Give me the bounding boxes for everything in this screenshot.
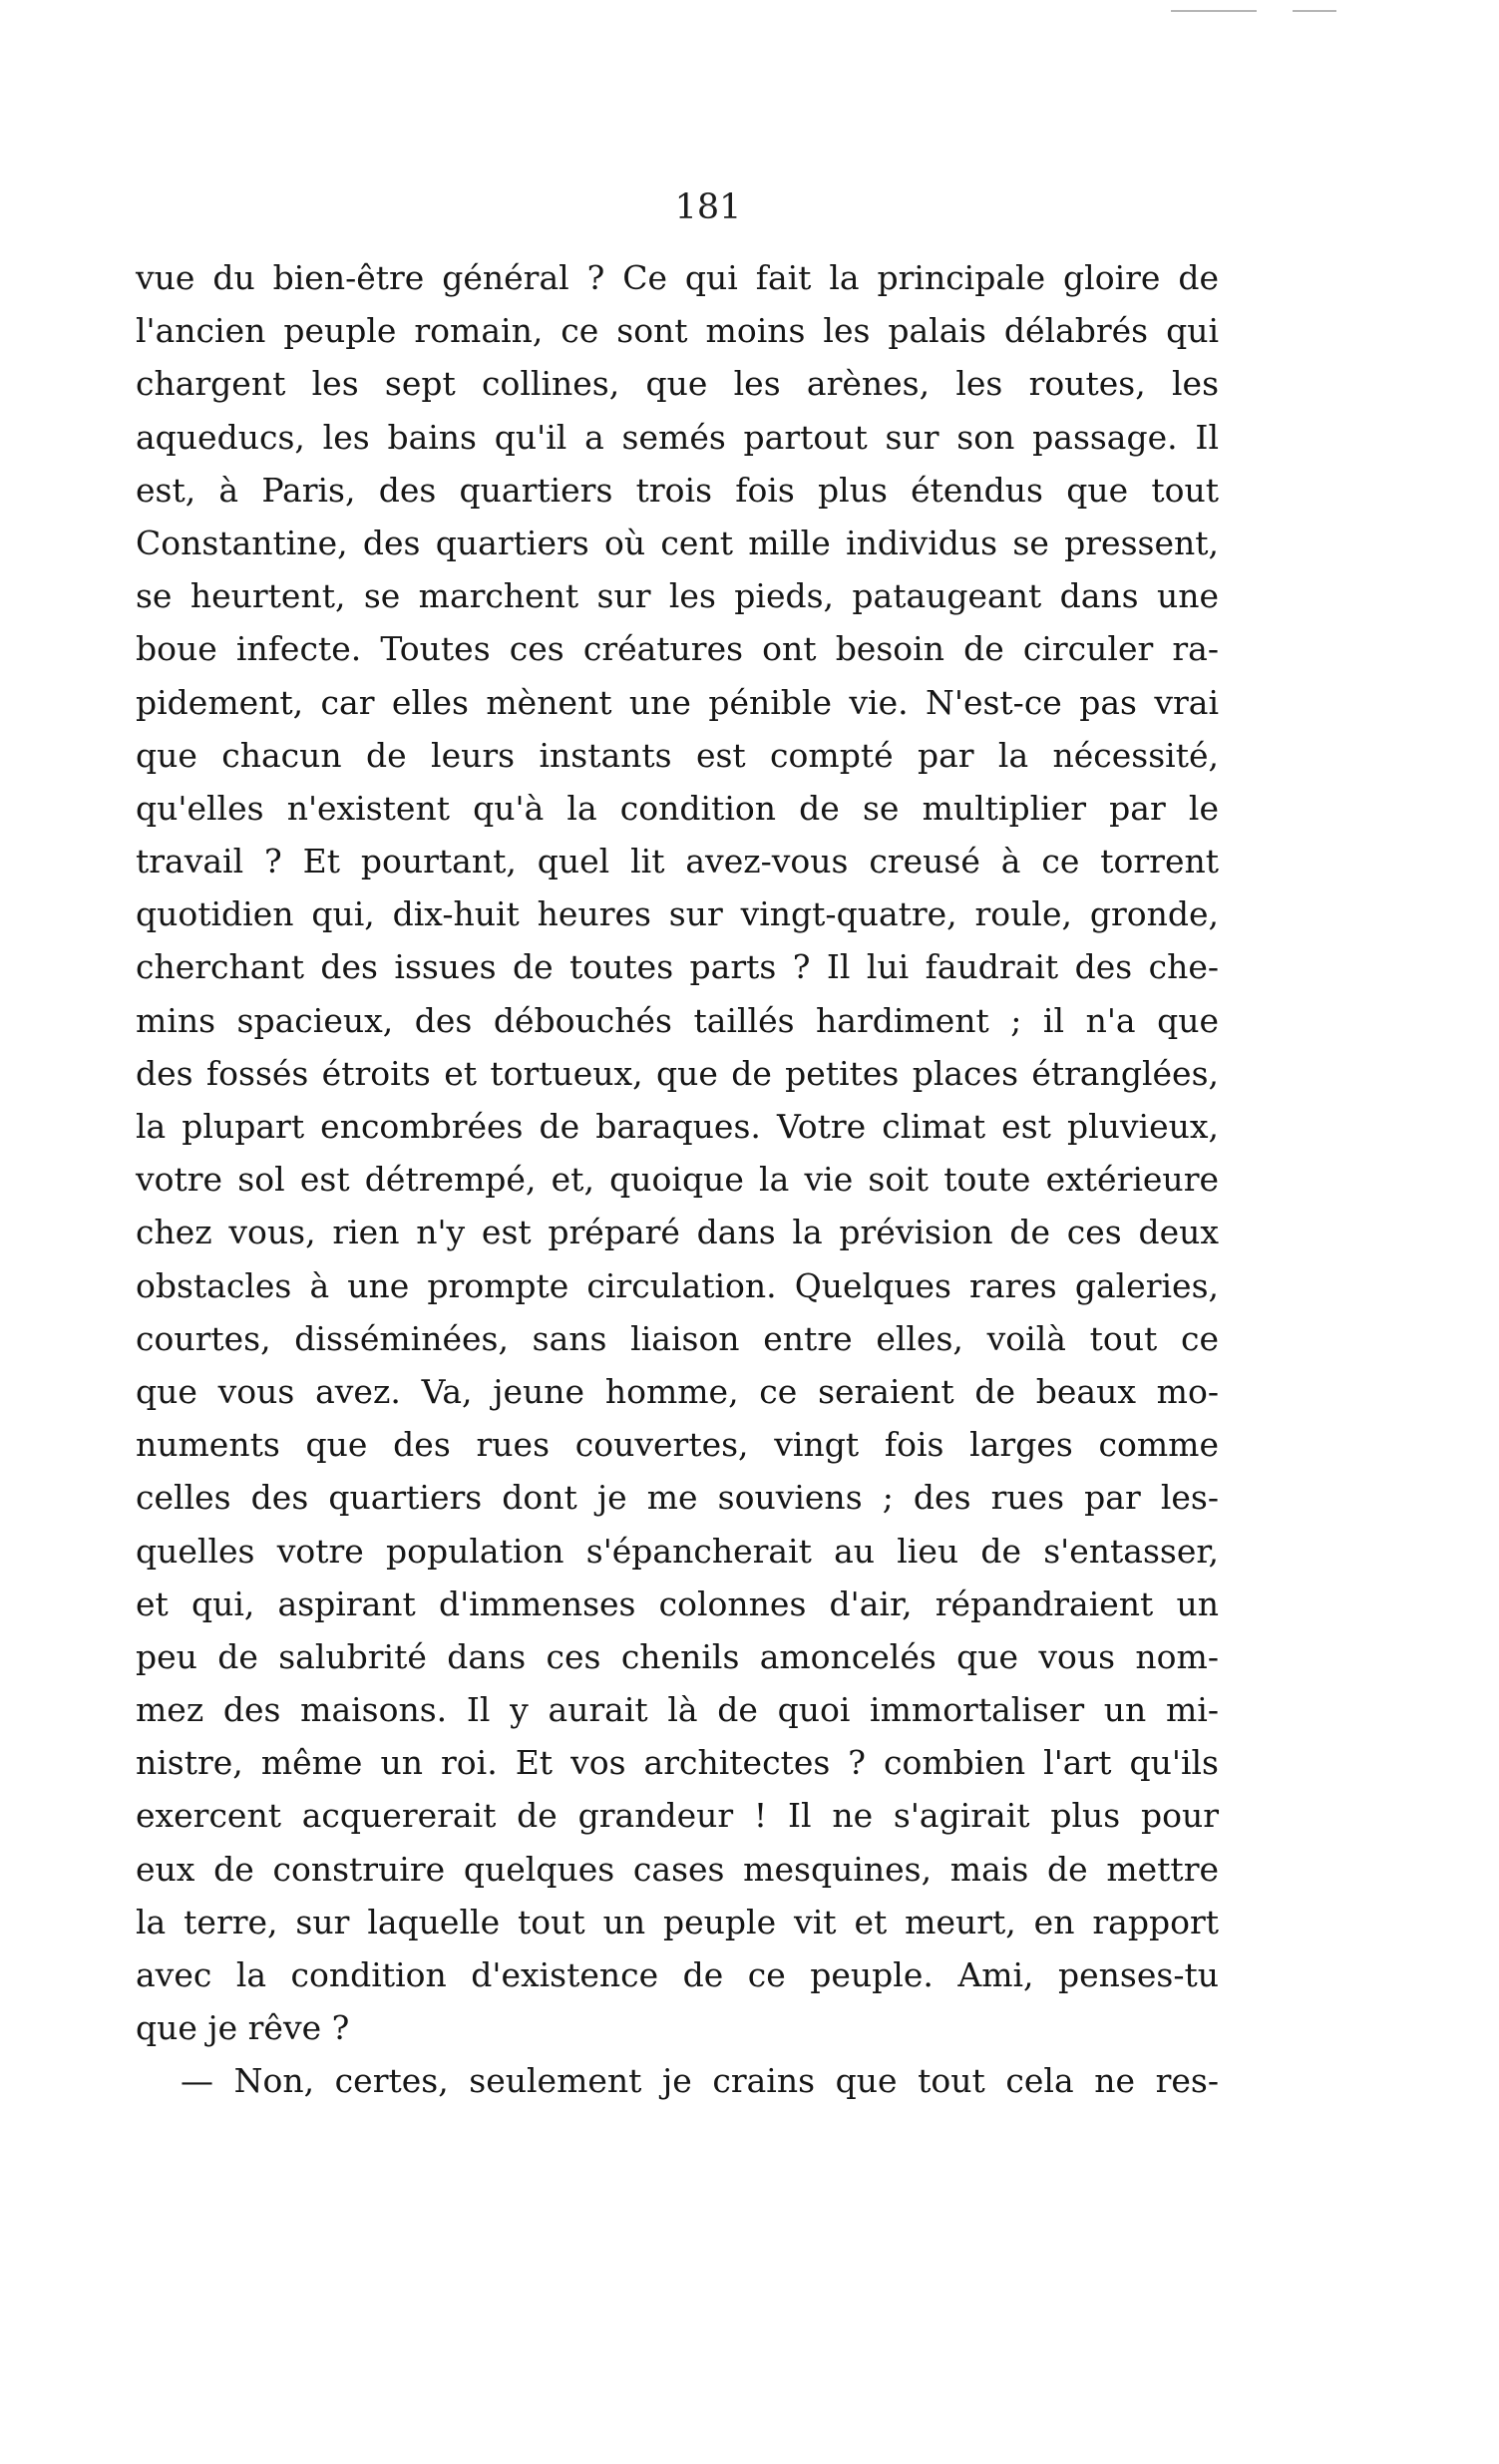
text-line: quotidien qui, dix-huit heures sur vingt-quatre, roule, gronde, [136, 894, 1219, 934]
text-line: est, à Paris, des quartiers trois fois plus étendus que tout [136, 470, 1219, 510]
text-line: mez des maisons. Il y aurait là de quoi immortaliser un mi- [136, 1690, 1219, 1730]
text-line: exercent acquererait de grandeur ! Il ne s'agirait plus pour [136, 1796, 1219, 1836]
text-line: que chacun de leurs instants est compté par la nécessité, [136, 735, 1219, 775]
dialogue-line: — Non, certes, seulement je crains que tout cela ne res- [181, 2061, 1219, 2101]
text-line: eux de construire quelques cases mesquines, mais de mettre [136, 1849, 1219, 1889]
text-line: avec la condition d'existence de ce peuple. Ami, penses-tu [136, 1955, 1219, 1994]
text-line: courtes, disséminées, sans liaison entre elles, voilà tout ce [136, 1318, 1219, 1358]
text-line: des fossés étroits et tortueux, que de petites places étranglées, [136, 1053, 1219, 1093]
text-line: la plupart encombrées de baraques. Votre climat est pluvieux, [136, 1107, 1219, 1146]
text-line: la terre, sur laquelle tout un peuple vit et meurt, en rapport [136, 1902, 1219, 1941]
text-line: Constantine, des quartiers où cent mille individus se pressent, [136, 523, 1219, 562]
scan-edge-mark [1293, 10, 1336, 12]
text-line: mins spacieux, des débouchés taillés hardiment ; il n'a que [136, 1000, 1219, 1040]
text-line: peu de salubrité dans ces chenils amoncelés que vous nom- [136, 1636, 1219, 1676]
text-line: obstacles à une prompte circulation. Quelques rares galeries, [136, 1265, 1219, 1305]
text-line: travail ? Et pourtant, quel lit avez-vous creusé à ce torrent [136, 842, 1219, 881]
text-line: aqueducs, les bains qu'il a semés partout sur son passage. Il [136, 417, 1219, 457]
text-line: que vous avez. Va, jeune homme, ce seraient de beaux mo- [136, 1371, 1219, 1411]
text-line: chargent les sept collines, que les arènes, les routes, les [136, 364, 1219, 404]
text-line: quelles votre population s'épancherait au lieu de s'entasser, [136, 1531, 1219, 1571]
text-line: boue infecte. Toutes ces créatures ont besoin de circuler ra- [136, 629, 1219, 669]
text-line: et qui, aspirant d'immenses colonnes d'air, répandraient un [136, 1584, 1219, 1623]
scan-edge-mark [1171, 10, 1257, 12]
text-line: celles des quartiers dont je me souviens ; des rues par les- [136, 1478, 1219, 1518]
body-text [136, 251, 1219, 2108]
text-line: l'ancien peuple romain, ce sont moins les palais délabrés qui [136, 311, 1219, 351]
text-line: numents que des rues couvertes, vingt fois larges comme [136, 1425, 1219, 1465]
text-line: votre sol est détrempé, et, quoique la vie soit toute extérieure [136, 1160, 1219, 1200]
text-line: chez vous, rien n'y est préparé dans la prévision de ces deux [136, 1213, 1219, 1252]
page-number: 181 [674, 187, 742, 227]
text-line: nistre, même un roi. Et vos architectes ? combien l'art qu'ils [136, 1743, 1219, 1783]
text-line: cherchant des issues de toutes parts ? Il lui faudrait des che- [136, 947, 1219, 987]
text-line: vue du bien-être général ? Ce qui fait la principale gloire de [136, 258, 1219, 297]
text-line: pidement, car elles mènent une pénible vie. N'est-ce pas vrai [136, 682, 1219, 722]
text-line: qu'elles n'existent qu'à la condition de se multiplier par le [136, 788, 1219, 828]
text-line: se heurtent, se marchent sur les pieds, pataugeant dans une [136, 576, 1219, 616]
text-line: que je rêve ? [136, 2008, 350, 2048]
